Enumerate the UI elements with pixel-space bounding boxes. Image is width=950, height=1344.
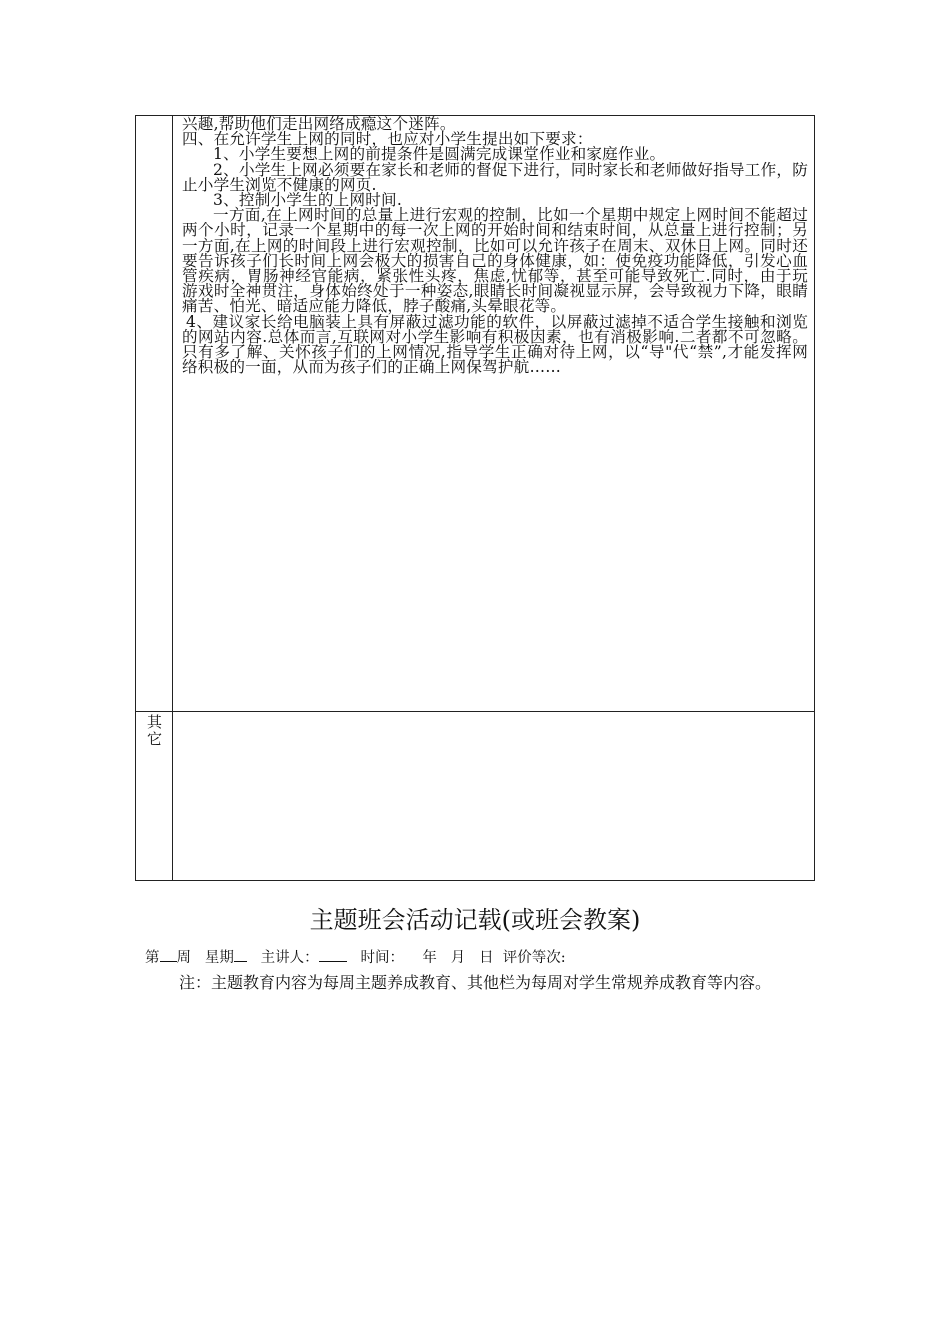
paragraph-continuation: 兴趣,帮助他们走出网络成瘾这个迷阵。 <box>182 115 456 133</box>
speaker-blank <box>319 946 347 962</box>
paragraph-requirement-2: 2、小学生上网必须要在家长和老师的督促下进行，同时家长和老师做好指导工作，防止小学生浏览不健康的网页. <box>182 160 808 194</box>
speaker-label: 主讲人： <box>260 950 319 966</box>
content-body-cell <box>182 117 808 375</box>
page-title: 主题班会活动记载(或班会教案) <box>309 906 641 934</box>
other-label-cell <box>136 712 173 880</box>
content-label-cell <box>136 116 173 711</box>
paragraph-requirement-4: 4、建议家长给电脑装上具有屏蔽过滤功能的软件，以屏蔽过滤掉不适合学生接触和浏览的网站内容.总体而言,互联网对小学生影响有积极因素，也有消极影响.二者都不可忽略。只有多了解、关怀孩子们的上网情况,指导学生正确对待上网，以“导"代“禁”,才能发挥网络积极的一面，从而为孩子们的正确上网保驾护航…… <box>182 312 808 377</box>
week-prefix: 第 <box>145 950 160 966</box>
content-row <box>136 116 814 712</box>
year-label: 年 <box>422 950 437 966</box>
week-suffix: 周 <box>176 950 191 966</box>
footnote: 注：主题教育内容为每周主题养成教育、其他栏为每周对学生常规养成教育等内容。 <box>179 973 772 992</box>
paragraph-section-four: 四、在允许学生上网的同时，也应对小学生提出如下要求： <box>182 130 593 149</box>
weekday-blank <box>234 946 247 962</box>
month-label: 月 <box>450 950 466 966</box>
weekday-label: 星期 <box>204 950 234 966</box>
paragraph-time-control: 一方面,在上网时间的总量上进行宏观的控制，比如一个星期中规定上网时间不能超过两个小时，记录一个星期中的每一次上网的开始时间和结束时间，从总量上进行控制；另一方面,在上网的时间段上进行宏观控制，比如可以允许孩子在周末、双休日上网。同时还要告诉孩子们长时间上网会极大的损害自己的身体健康，如：使免疫功能降低，引发心血管疾病，胃肠神经官能病，紧张性头疼，焦虑,忧郁等，甚至可能导致死亡.同时，由于玩游戏时全神贯注，身体始终处于一种姿态,眼睛长时间凝视显示屏，会导致视力下降，眼睛痛苦、怕光、暗适应能力降低，脖子酸痛,头晕眼花等。 <box>182 206 808 316</box>
info-line <box>145 946 566 968</box>
rating-label: 评价等次: <box>502 950 566 966</box>
record-table <box>135 115 815 881</box>
other-row <box>136 712 814 880</box>
other-label: 其它 <box>147 713 163 748</box>
week-blank <box>160 946 177 962</box>
time-label: 时间： <box>360 950 404 966</box>
paragraph-requirement-3: 3、控制小学生的上网时间. <box>213 191 403 210</box>
day-label: 日 <box>479 950 494 966</box>
paragraph-requirement-1: 1、小学生要想上网的前提条件是圆满完成课堂作业和家庭作业。 <box>213 145 666 164</box>
